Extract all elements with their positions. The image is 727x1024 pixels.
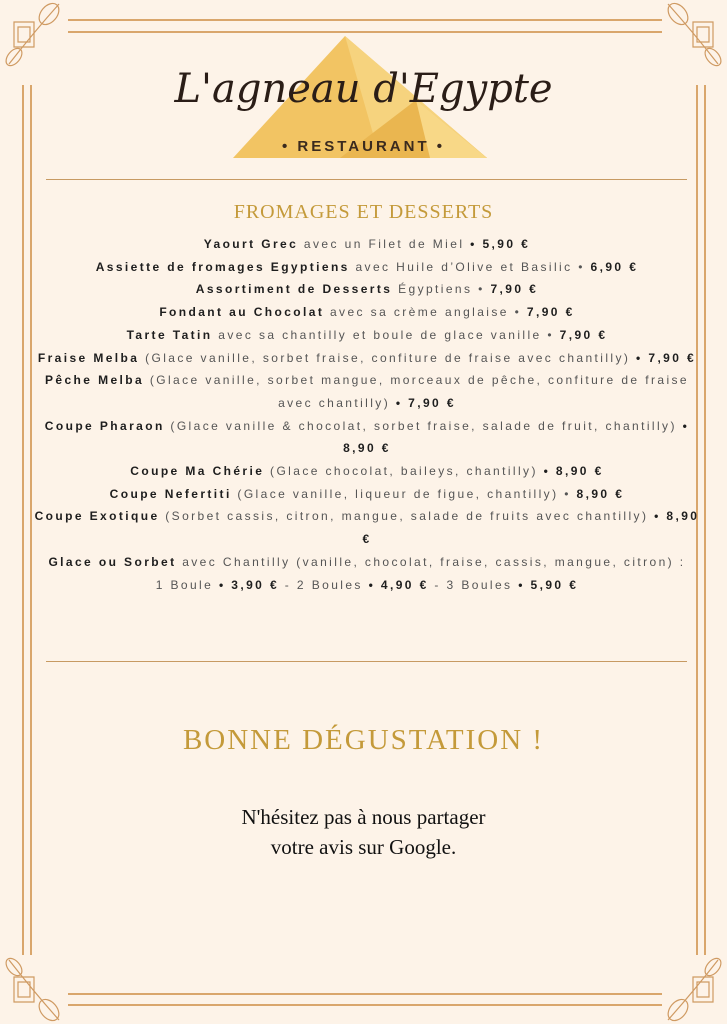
divider [46,179,687,180]
scoop-price: • 4,90 € [368,577,429,592]
menu-item [34,233,700,256]
restaurant-subtitle: • RESTAURANT • [281,138,446,155]
menu-list [34,233,700,596]
menu-item [34,415,700,460]
item-desc: (Sorbet cassis, citron, mangue, salade de fruits avec chantilly) [159,509,655,524]
menu-item [34,551,700,574]
item-name: Fondant au Chocolat [159,305,325,320]
menu-item [34,505,700,550]
item-name: Coupe Exotique [34,509,160,524]
review-note [0,802,727,862]
restaurant-name: L'agneau d'Egypte [174,66,553,112]
item-name: Fraise Melba [37,350,140,365]
divider [46,661,687,662]
menu-item [34,483,700,506]
menu-item [34,369,700,414]
menu-item [34,347,700,370]
item-desc: Égyptiens • [392,282,491,297]
item-price: 7,90 € [490,282,539,297]
item-desc: avec Chantilly (vanille, chocolat, fraise, cassis, mangue, citron) : [176,554,686,569]
item-desc: avec sa chantilly et boule de glace vanille • [212,327,560,342]
separator: - [428,577,447,592]
closing-title: BONNE DÉGUSTATION ! [182,724,545,756]
item-desc: avec sa crème anglaise • [324,305,527,320]
item-price: 7,90 € [559,327,608,342]
item-name: Tarte Tatin [126,327,213,342]
menu-item [34,324,700,347]
menu-item [34,460,700,483]
section-title: FROMAGES ET DESSERTS [233,201,494,223]
item-price: • 8,90 € [362,509,700,547]
scoop-prices [34,574,700,597]
item-desc: avec un Filet de Miel [298,237,471,251]
item-name: Assiette de fromages Egyptiens [95,259,350,274]
item-desc: avec Huile d’Olive et Basilic • [349,259,591,274]
item-name: Assortiment de Desserts [195,282,393,297]
scoop-label: 2 Boules [296,577,369,592]
item-price: • 7,90 € [395,395,456,410]
item-price: • 8,90 € [543,464,604,479]
item-name: Glace ou Sorbet [48,554,177,569]
item-price: 6,90 € [590,259,639,274]
scoop-price: • 5,90 € [518,577,579,592]
scoop-label: 3 Boules [446,577,519,592]
item-desc: (Glace vanille & chocolat, sorbet fraise, salade de fruit, chantilly) [164,418,683,433]
item-desc: (Glace vanille, sorbet mangue, morceaux de pêche, confiture de fraise avec chantilly) [144,373,689,410]
separator: - [279,577,297,592]
item-name: Coupe Nefertiti [109,486,232,501]
item-desc: (Glace vanille, liqueur de figue, chantilly) • [231,486,577,501]
item-name: Coupe Ma Chérie [130,464,265,479]
item-desc: (Glace chocolat, baileys, chantilly) [264,464,544,479]
corner-ornament-icon [4,952,64,1022]
scoop-label: 1 Boule [155,577,219,592]
item-price: • 5,90 € [470,237,531,251]
item-desc: (Glace vanille, sorbet fraise, confiture de fraise avec chantilly) [139,350,637,365]
menu-item [34,256,700,279]
menu-item [34,301,700,324]
item-price: 7,90 € [526,305,575,320]
item-price: • 7,90 € [636,350,697,365]
scoop-price: • 3,90 € [218,577,280,592]
menu-item [34,278,700,301]
item-name: Coupe Pharaon [44,418,165,433]
item-name: Yaourt Grec [203,237,299,251]
corner-ornament-icon [663,952,723,1022]
item-price: 8,90 € [576,486,625,501]
frame-bottom-outer [68,993,662,995]
note-line-1: N'hésitez pas à nous partager [241,805,486,829]
item-price: • 8,90 € [343,418,690,456]
frame-bottom-inner [68,1004,662,1006]
item-name: Pêche Melba [45,373,145,388]
note-line-2: votre avis sur Google. [270,835,457,859]
